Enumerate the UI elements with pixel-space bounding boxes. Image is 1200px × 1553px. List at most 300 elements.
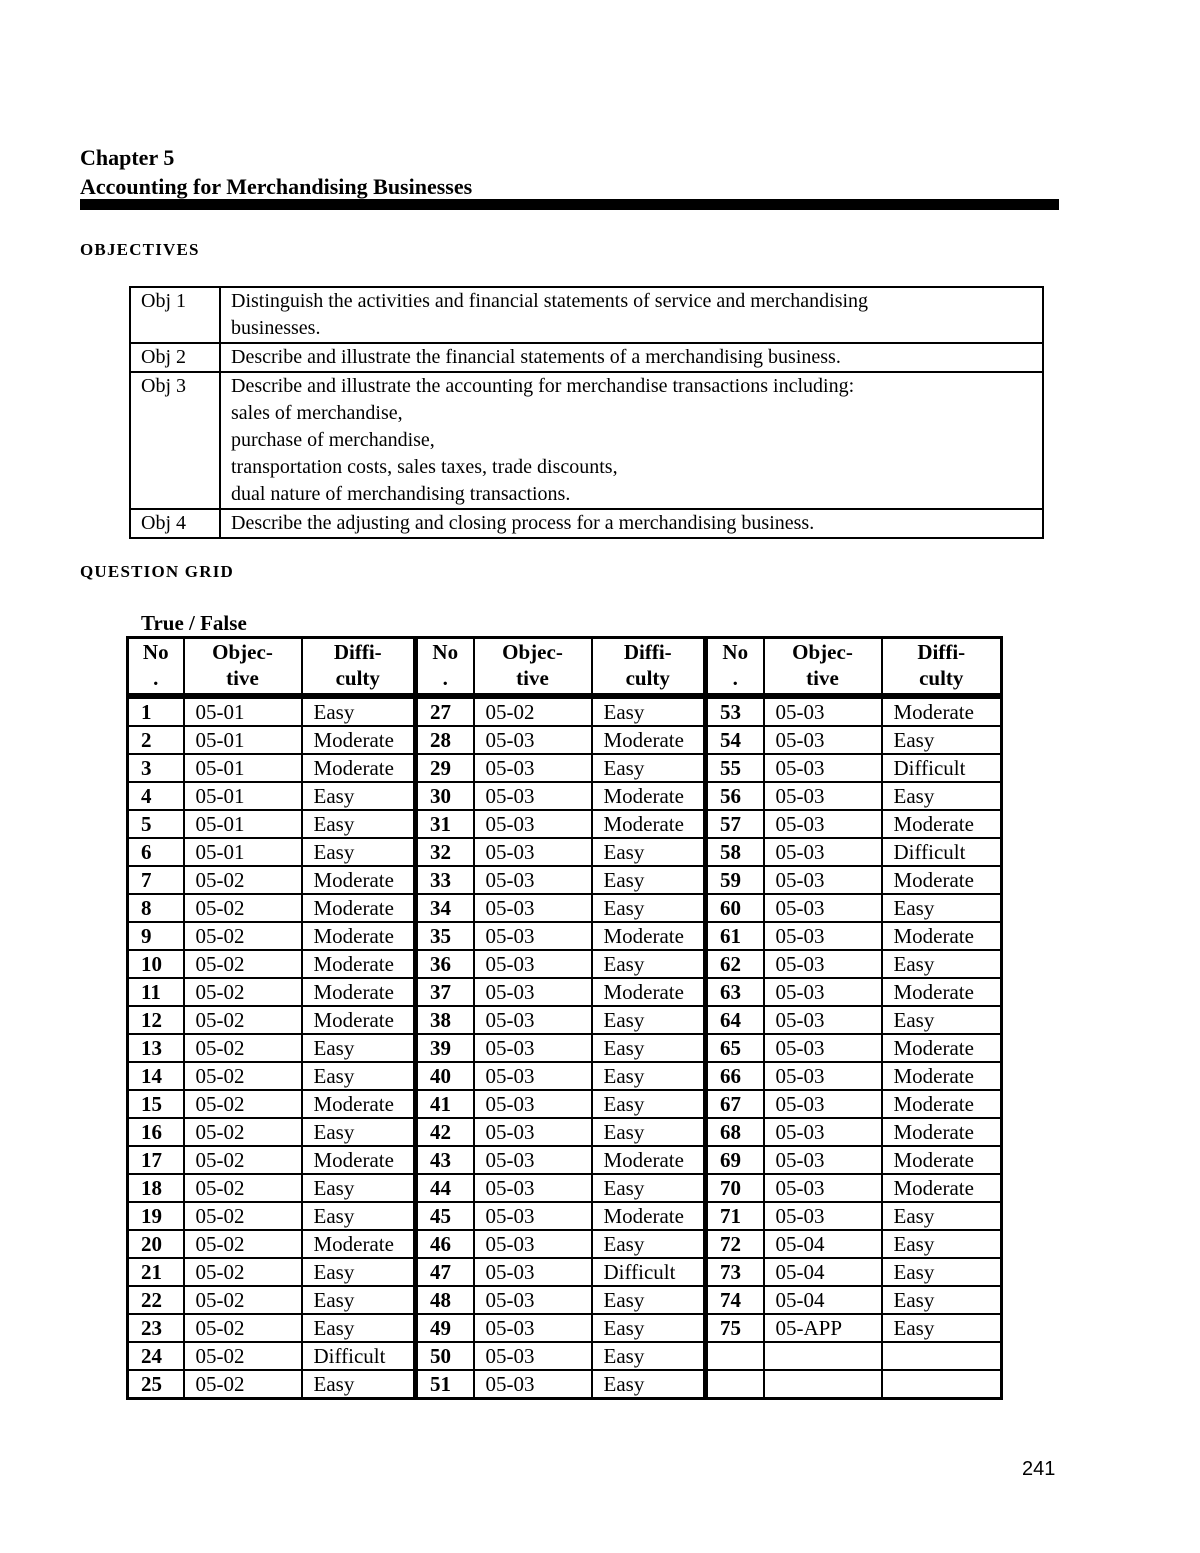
question-number: 58 (706, 838, 764, 866)
question-difficulty: Moderate (882, 1118, 1002, 1146)
question-objective: 05-02 (184, 866, 302, 894)
objective-row (130, 372, 1043, 509)
header-line: No (142, 640, 169, 664)
question-difficulty: Easy (882, 1286, 1002, 1314)
question-objective: 05-03 (764, 838, 882, 866)
question-number: 1 (128, 696, 184, 726)
chapter-title: Chapter 5 (80, 145, 175, 170)
question-difficulty: Moderate (302, 1006, 416, 1034)
question-number: 57 (706, 810, 764, 838)
question-objective: 05-03 (764, 922, 882, 950)
question-number: 70 (706, 1174, 764, 1202)
question-number: 21 (128, 1258, 184, 1286)
question-number (706, 1370, 764, 1399)
header-line: Objec- (212, 640, 273, 664)
column-header-no (416, 638, 474, 697)
question-difficulty: Easy (592, 1370, 706, 1399)
question-objective: 05-02 (184, 1342, 302, 1370)
question-objective: 05-03 (474, 782, 592, 810)
question-difficulty: Easy (592, 1090, 706, 1118)
question-objective: 05-03 (764, 1202, 882, 1230)
question-number: 2 (128, 726, 184, 754)
header-line: . (442, 666, 448, 690)
column-header-objective (474, 638, 592, 697)
table-row (128, 1202, 1002, 1230)
question-objective: 05-03 (474, 1258, 592, 1286)
question-objective: 05-03 (474, 1230, 592, 1258)
question-objective: 05-03 (474, 810, 592, 838)
question-objective (764, 1370, 882, 1399)
question-objective: 05-02 (184, 1034, 302, 1062)
question-difficulty: Easy (592, 866, 706, 894)
question-objective: 05-03 (474, 1062, 592, 1090)
question-number: 48 (416, 1286, 474, 1314)
question-number: 11 (128, 978, 184, 1006)
question-difficulty: Easy (592, 1286, 706, 1314)
question-number: 38 (416, 1006, 474, 1034)
question-objective: 05-02 (184, 1062, 302, 1090)
question-number: 27 (416, 696, 474, 726)
objective-description (220, 343, 1043, 372)
page-number: 241 (1022, 1458, 1056, 1480)
question-number: 65 (706, 1034, 764, 1062)
question-objective: 05-03 (764, 1090, 882, 1118)
question-number: 3 (128, 754, 184, 782)
table-row (128, 922, 1002, 950)
question-number: 19 (128, 1202, 184, 1230)
question-number: 51 (416, 1370, 474, 1399)
column-header-objective (184, 638, 302, 697)
question-difficulty: Moderate (302, 978, 416, 1006)
question-difficulty: Moderate (302, 894, 416, 922)
question-difficulty: Moderate (302, 866, 416, 894)
question-difficulty (882, 1342, 1002, 1370)
table-row (128, 838, 1002, 866)
table-row (128, 1342, 1002, 1370)
question-number: 40 (416, 1062, 474, 1090)
question-objective: 05-03 (764, 1146, 882, 1174)
table-row (128, 866, 1002, 894)
question-difficulty: Easy (302, 810, 416, 838)
question-number: 61 (706, 922, 764, 950)
question-number: 47 (416, 1258, 474, 1286)
question-objective: 05-03 (474, 1202, 592, 1230)
header-line: tive (516, 666, 549, 690)
column-header-objective (764, 638, 882, 697)
question-number: 12 (128, 1006, 184, 1034)
question-objective: 05-03 (474, 1034, 592, 1062)
question-number: 22 (128, 1286, 184, 1314)
question-difficulty: Difficult (882, 838, 1002, 866)
question-difficulty: Moderate (882, 1062, 1002, 1090)
question-objective: 05-03 (474, 726, 592, 754)
table-row (128, 1286, 1002, 1314)
question-difficulty: Difficult (882, 754, 1002, 782)
column-header-no (706, 638, 764, 697)
question-objective: 05-03 (764, 1034, 882, 1062)
objective-line: purchase of merchandise, (231, 429, 435, 451)
question-objective: 05-03 (474, 978, 592, 1006)
question-objective: 05-04 (764, 1258, 882, 1286)
table-row (128, 1006, 1002, 1034)
question-number: 20 (128, 1230, 184, 1258)
question-number: 43 (416, 1146, 474, 1174)
question-objective: 05-03 (764, 894, 882, 922)
question-objective: 05-03 (764, 978, 882, 1006)
question-difficulty: Easy (882, 1230, 1002, 1258)
table-row (128, 1062, 1002, 1090)
table-row (128, 810, 1002, 838)
header-line: No (432, 640, 459, 664)
question-difficulty: Easy (592, 754, 706, 782)
question-difficulty: Easy (302, 1314, 416, 1342)
question-difficulty (882, 1370, 1002, 1399)
question-objective: 05-04 (764, 1286, 882, 1314)
question-number: 29 (416, 754, 474, 782)
question-number: 30 (416, 782, 474, 810)
question-objective: 05-03 (764, 866, 882, 894)
question-number: 72 (706, 1230, 764, 1258)
question-objective: 05-03 (474, 950, 592, 978)
question-objective: 05-03 (474, 1118, 592, 1146)
question-number: 46 (416, 1230, 474, 1258)
column-header-difficulty (882, 638, 1002, 697)
header-line: culty (625, 666, 670, 690)
table-row (128, 1146, 1002, 1174)
question-number: 24 (128, 1342, 184, 1370)
question-grid-heading: QUESTION GRID (80, 562, 234, 581)
question-objective (764, 1342, 882, 1370)
table-row (128, 696, 1002, 726)
question-difficulty: Easy (882, 894, 1002, 922)
objective-id: Obj 4 (130, 509, 220, 538)
question-objective: 05-01 (184, 838, 302, 866)
question-number: 15 (128, 1090, 184, 1118)
question-number: 74 (706, 1286, 764, 1314)
question-objective: 05-03 (474, 1146, 592, 1174)
table-row (128, 950, 1002, 978)
question-difficulty: Easy (302, 782, 416, 810)
question-number: 13 (128, 1034, 184, 1062)
question-difficulty: Easy (882, 726, 1002, 754)
table-row (128, 978, 1002, 1006)
question-difficulty: Moderate (302, 726, 416, 754)
question-objective: 05-03 (474, 1174, 592, 1202)
question-number: 35 (416, 922, 474, 950)
question-difficulty: Moderate (882, 696, 1002, 726)
question-number: 44 (416, 1174, 474, 1202)
objectives-table (129, 286, 1044, 539)
question-objective: 05-02 (474, 696, 592, 726)
question-difficulty: Easy (302, 1202, 416, 1230)
question-number: 59 (706, 866, 764, 894)
question-difficulty: Easy (592, 1006, 706, 1034)
objective-line: Describe and illustrate the financial statements of a merchandising business. (231, 346, 841, 368)
objectives-heading: OBJECTIVES (80, 240, 200, 259)
question-number: 42 (416, 1118, 474, 1146)
question-difficulty: Moderate (882, 1174, 1002, 1202)
table-row (128, 1258, 1002, 1286)
question-objective: 05-03 (764, 1062, 882, 1090)
question-objective: 05-02 (184, 950, 302, 978)
question-objective: 05-03 (764, 1006, 882, 1034)
title-rule (80, 199, 1059, 210)
table-row (128, 1034, 1002, 1062)
question-difficulty: Easy (592, 894, 706, 922)
question-difficulty: Moderate (882, 810, 1002, 838)
question-difficulty: Moderate (882, 922, 1002, 950)
question-number: 73 (706, 1258, 764, 1286)
table-row (128, 894, 1002, 922)
question-difficulty: Moderate (302, 1230, 416, 1258)
true-false-label: True / False (141, 611, 247, 635)
question-number: 56 (706, 782, 764, 810)
question-objective: 05-03 (764, 810, 882, 838)
question-difficulty: Moderate (302, 1146, 416, 1174)
question-number: 7 (128, 866, 184, 894)
question-difficulty: Easy (302, 1258, 416, 1286)
question-number: 37 (416, 978, 474, 1006)
question-objective: 05-03 (764, 726, 882, 754)
question-objective: 05-03 (474, 838, 592, 866)
objective-line: businesses. (231, 317, 321, 339)
question-difficulty: Easy (302, 1062, 416, 1090)
question-number: 6 (128, 838, 184, 866)
question-objective: 05-02 (184, 1146, 302, 1174)
question-objective: 05-03 (764, 754, 882, 782)
table-row (128, 1090, 1002, 1118)
objective-row (130, 509, 1043, 538)
question-grid-table (126, 636, 1003, 1400)
question-objective: 05-03 (474, 1314, 592, 1342)
question-difficulty: Moderate (302, 1090, 416, 1118)
header-line: Objec- (792, 640, 853, 664)
question-objective: 05-02 (184, 1314, 302, 1342)
question-objective: 05-02 (184, 978, 302, 1006)
objective-id: Obj 1 (130, 287, 220, 343)
question-number: 75 (706, 1314, 764, 1342)
question-objective: 05-03 (474, 1090, 592, 1118)
grid-header-row (128, 638, 1002, 697)
question-number: 39 (416, 1034, 474, 1062)
question-number: 53 (706, 696, 764, 726)
question-objective: 05-03 (474, 894, 592, 922)
question-number: 36 (416, 950, 474, 978)
question-number: 28 (416, 726, 474, 754)
question-difficulty: Easy (592, 1342, 706, 1370)
question-number: 18 (128, 1174, 184, 1202)
question-difficulty: Moderate (302, 754, 416, 782)
question-number: 32 (416, 838, 474, 866)
question-objective: 05-03 (764, 696, 882, 726)
question-number: 4 (128, 782, 184, 810)
objective-row (130, 287, 1043, 343)
objective-description (220, 509, 1043, 538)
question-difficulty: Easy (882, 1314, 1002, 1342)
question-objective: 05-02 (184, 1370, 302, 1399)
question-difficulty: Moderate (882, 1034, 1002, 1062)
table-row (128, 1118, 1002, 1146)
question-difficulty: Easy (302, 1286, 416, 1314)
question-difficulty: Moderate (592, 726, 706, 754)
question-difficulty: Moderate (882, 978, 1002, 1006)
question-difficulty: Easy (302, 1034, 416, 1062)
objective-line: dual nature of merchandising transactions. (231, 483, 571, 505)
question-difficulty: Moderate (592, 1146, 706, 1174)
question-objective: 05-03 (474, 1370, 592, 1399)
question-difficulty: Easy (302, 1174, 416, 1202)
column-header-difficulty (302, 638, 416, 697)
question-number: 64 (706, 1006, 764, 1034)
column-header-difficulty (592, 638, 706, 697)
question-difficulty: Easy (592, 1314, 706, 1342)
question-number: 41 (416, 1090, 474, 1118)
table-row (128, 1370, 1002, 1399)
objective-id: Obj 3 (130, 372, 220, 509)
objective-line: Describe the adjusting and closing process for a merchandising business. (231, 512, 815, 534)
header-line: . (732, 666, 738, 690)
question-difficulty: Easy (882, 782, 1002, 810)
question-difficulty: Easy (882, 1006, 1002, 1034)
question-number: 50 (416, 1342, 474, 1370)
question-number: 34 (416, 894, 474, 922)
question-difficulty: Moderate (592, 978, 706, 1006)
chapter-subtitle: Accounting for Merchandising Businesses (80, 174, 473, 199)
question-difficulty: Easy (882, 950, 1002, 978)
question-number: 63 (706, 978, 764, 1006)
question-difficulty: Easy (592, 1034, 706, 1062)
question-objective: 05-APP (764, 1314, 882, 1342)
question-objective: 05-03 (474, 1006, 592, 1034)
question-number: 66 (706, 1062, 764, 1090)
question-difficulty: Easy (882, 1202, 1002, 1230)
question-difficulty: Easy (592, 1062, 706, 1090)
question-difficulty: Moderate (302, 950, 416, 978)
question-difficulty: Easy (302, 1118, 416, 1146)
objective-line: transportation costs, sales taxes, trade discounts, (231, 456, 618, 478)
question-objective: 05-03 (764, 782, 882, 810)
table-row (128, 1174, 1002, 1202)
question-number: 55 (706, 754, 764, 782)
question-objective: 05-02 (184, 1006, 302, 1034)
question-difficulty: Moderate (882, 866, 1002, 894)
question-number: 14 (128, 1062, 184, 1090)
question-number: 8 (128, 894, 184, 922)
question-objective: 05-02 (184, 1174, 302, 1202)
question-difficulty: Easy (882, 1258, 1002, 1286)
table-row (128, 726, 1002, 754)
objective-line: Distinguish the activities and financial statements of service and merchandising (231, 290, 869, 312)
question-objective: 05-03 (764, 950, 882, 978)
header-line: culty (919, 666, 964, 690)
question-number: 45 (416, 1202, 474, 1230)
question-difficulty: Difficult (302, 1342, 416, 1370)
objective-line: Describe and illustrate the accounting for merchandise transactions including: (231, 375, 855, 397)
question-objective: 05-02 (184, 1258, 302, 1286)
question-difficulty: Moderate (592, 782, 706, 810)
question-difficulty: Easy (592, 696, 706, 726)
question-objective: 05-02 (184, 1230, 302, 1258)
question-objective: 05-03 (474, 754, 592, 782)
question-objective: 05-02 (184, 1090, 302, 1118)
question-objective: 05-01 (184, 754, 302, 782)
question-objective: 05-01 (184, 696, 302, 726)
question-number: 69 (706, 1146, 764, 1174)
header-line: tive (806, 666, 839, 690)
question-difficulty: Difficult (592, 1258, 706, 1286)
question-number: 10 (128, 950, 184, 978)
question-number: 60 (706, 894, 764, 922)
question-objective: 05-02 (184, 894, 302, 922)
question-objective: 05-03 (764, 1118, 882, 1146)
question-difficulty: Moderate (592, 1202, 706, 1230)
question-objective: 05-03 (474, 1286, 592, 1314)
question-number: 33 (416, 866, 474, 894)
question-objective: 05-01 (184, 726, 302, 754)
header-line: No (722, 640, 749, 664)
question-objective: 05-02 (184, 1118, 302, 1146)
question-objective: 05-02 (184, 1202, 302, 1230)
objective-id: Obj 2 (130, 343, 220, 372)
question-number: 49 (416, 1314, 474, 1342)
objective-row (130, 343, 1043, 372)
question-difficulty: Easy (592, 950, 706, 978)
question-number: 31 (416, 810, 474, 838)
question-difficulty: Moderate (882, 1090, 1002, 1118)
question-difficulty: Easy (302, 696, 416, 726)
question-number: 68 (706, 1118, 764, 1146)
question-objective: 05-02 (184, 1286, 302, 1314)
header-line: Diffi- (917, 640, 966, 664)
question-number: 62 (706, 950, 764, 978)
question-number: 16 (128, 1118, 184, 1146)
table-row (128, 1230, 1002, 1258)
header-line: Objec- (502, 640, 563, 664)
objective-description (220, 287, 1043, 343)
header-line: . (153, 666, 159, 690)
question-number (706, 1342, 764, 1370)
table-row (128, 782, 1002, 810)
question-difficulty: Moderate (592, 810, 706, 838)
question-difficulty: Easy (302, 838, 416, 866)
question-objective: 05-02 (184, 922, 302, 950)
question-number: 5 (128, 810, 184, 838)
question-objective: 05-03 (764, 1174, 882, 1202)
question-difficulty: Easy (592, 838, 706, 866)
question-objective: 05-01 (184, 810, 302, 838)
question-objective: 05-01 (184, 782, 302, 810)
question-number: 9 (128, 922, 184, 950)
question-number: 67 (706, 1090, 764, 1118)
question-number: 54 (706, 726, 764, 754)
question-number: 23 (128, 1314, 184, 1342)
question-difficulty: Moderate (302, 922, 416, 950)
header-line: culty (335, 666, 380, 690)
header-line: Diffi- (333, 640, 382, 664)
question-objective: 05-03 (474, 1342, 592, 1370)
question-difficulty: Easy (592, 1118, 706, 1146)
question-difficulty: Easy (592, 1174, 706, 1202)
table-row (128, 754, 1002, 782)
question-objective: 05-03 (474, 866, 592, 894)
question-difficulty: Easy (592, 1230, 706, 1258)
header-line: tive (226, 666, 259, 690)
question-difficulty: Moderate (882, 1146, 1002, 1174)
question-difficulty: Easy (302, 1370, 416, 1399)
question-objective: 05-03 (474, 922, 592, 950)
table-row (128, 1314, 1002, 1342)
question-objective: 05-04 (764, 1230, 882, 1258)
